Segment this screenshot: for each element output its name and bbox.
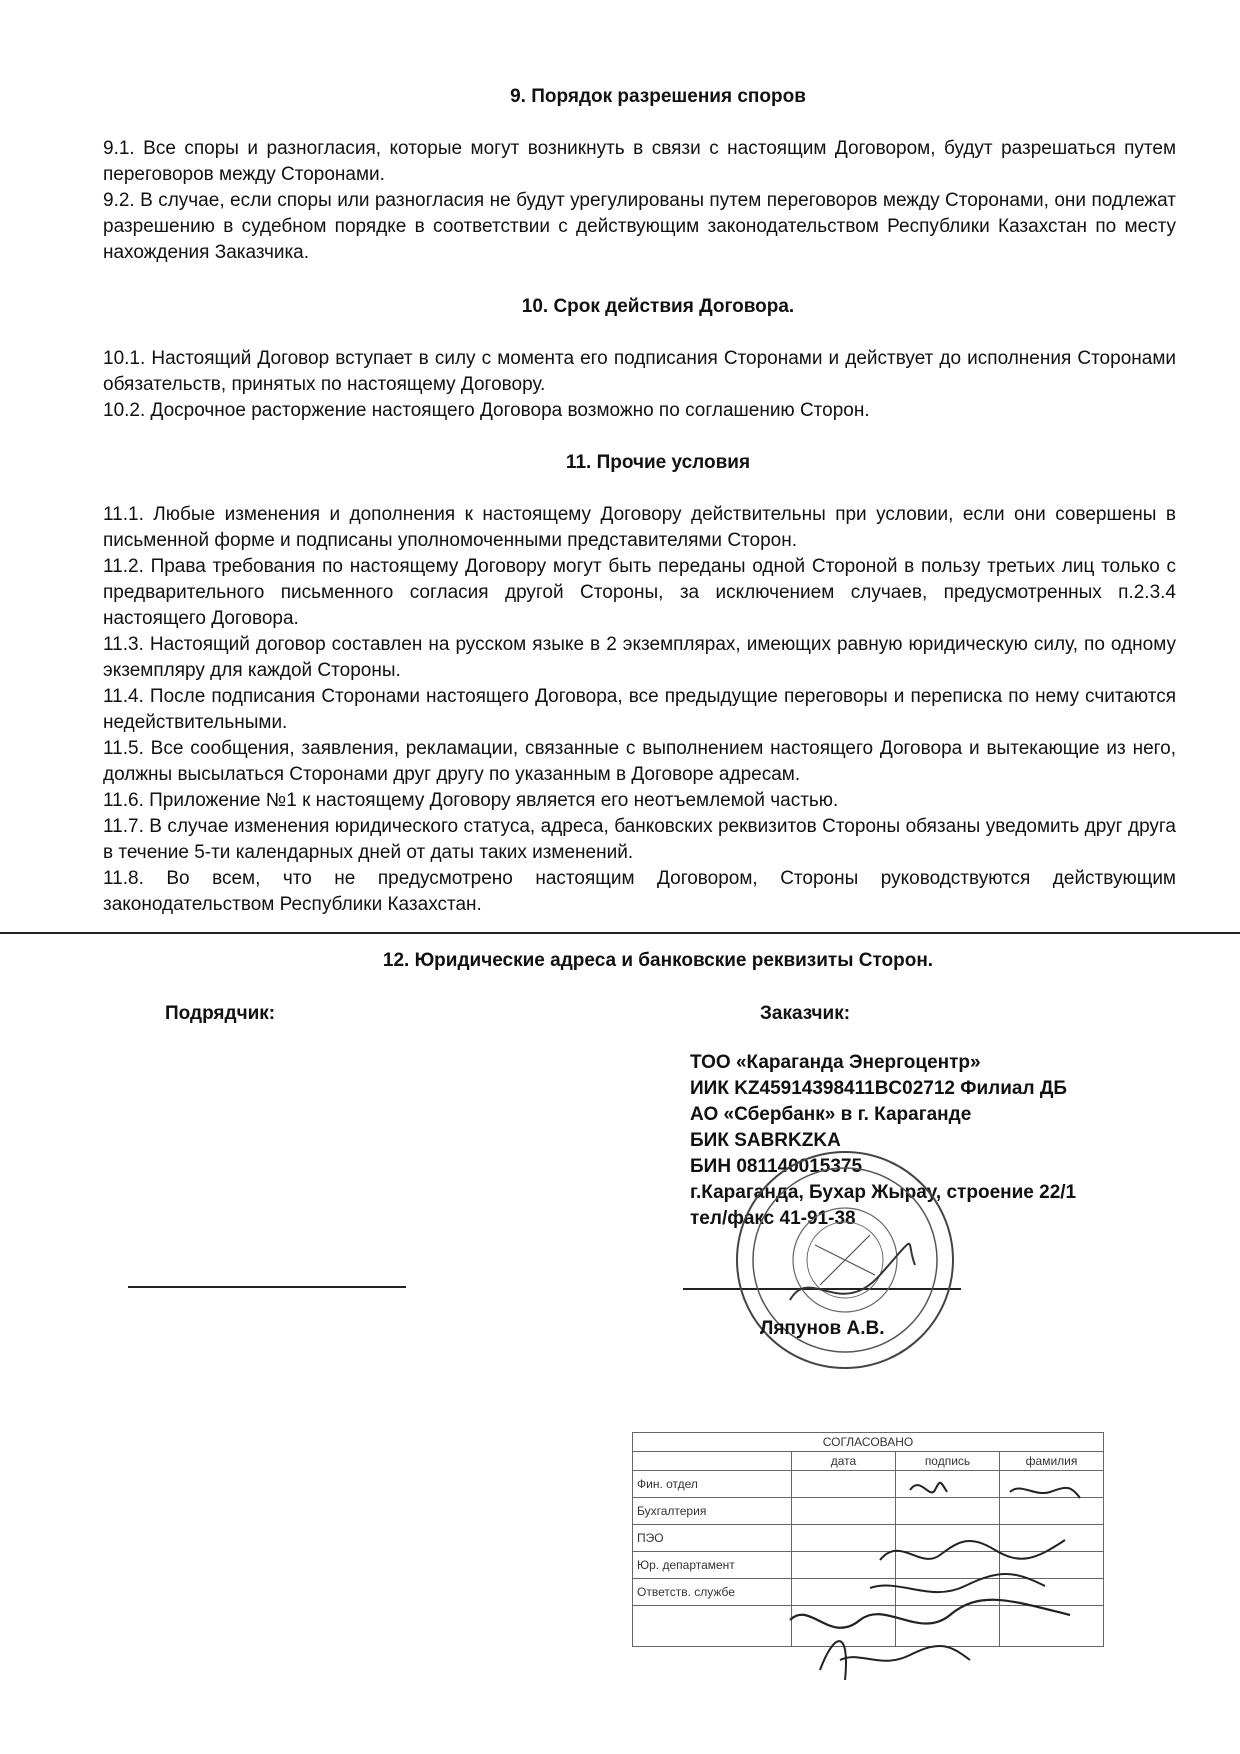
clause-9-1: 9.1. Все споры и разногласия, которые могут возникнуть в связи с настоящим Договором, будут разрешаться путем переговоров между Сторонами. xyxy=(103,138,1176,185)
approval-row-label: Юр. департамент xyxy=(633,1552,792,1579)
contractor-signature-line xyxy=(128,1286,406,1288)
customer-bin: БИН 081140015375 xyxy=(690,1156,863,1177)
section-11-title: 11. Прочие условия xyxy=(565,452,751,473)
section-10-body xyxy=(103,346,1176,424)
contractor-label: Подрядчик: xyxy=(165,1003,276,1024)
approval-col-date: дата xyxy=(792,1452,896,1471)
customer-bank: АО «Сбербанк» в г. Караганде xyxy=(690,1104,972,1125)
customer-signatory: Ляпунов А.В. xyxy=(760,1318,885,1339)
customer-phone: тел/факс 41-91-38 xyxy=(690,1208,856,1229)
clause-10-2: 10.2. Досрочное расторжение настоящего Договора возможно по соглашению Сторон. xyxy=(103,400,870,421)
clause-11-7: 11.7. В случае изменения юридического статуса, адреса, банковских реквизитов Стороны обязаны уведомить друг друга в течение 5-ти календарных дней от даты таких изменений. xyxy=(103,816,1176,863)
section-9-body xyxy=(103,136,1176,266)
section-11-body xyxy=(103,502,1176,918)
approval-col-signature: подпись xyxy=(896,1452,1000,1471)
section-10-title: 10. Срок действия Договора. xyxy=(521,296,795,317)
section-divider xyxy=(0,932,1240,934)
clause-9-2: 9.2. В случае, если споры или разногласия не будут урегулированы путем переговоров между Сторонами, они подлежат разрешению в судебном порядке в соответствии с действующим законодательством Республики Казахстан по месту нахождения Заказчика. xyxy=(103,190,1176,263)
section-9-title: 9. Порядок разрешения споров xyxy=(510,86,806,107)
customer-company: ТОО «Караганда Энергоцентр» xyxy=(690,1052,981,1073)
customer-bik: БИК SABRKZKA xyxy=(690,1130,841,1151)
customer-address: г.Караганда, Бухар Жырау, строение 22/1 xyxy=(690,1182,1077,1203)
approval-row-label: Бухгалтерия xyxy=(633,1498,792,1525)
clause-10-1: 10.1. Настоящий Договор вступает в силу с момента его подписания Сторонами и действует до исполнения Сторонами обязательств, принятых по настоящему Договору. xyxy=(103,348,1176,395)
clause-11-2: 11.2. Права требования по настоящему Договору могут быть переданы одной Стороной в пользу третьих лиц только с предварительного письменного согласия другой Стороны, за исключением случаев, предусмотренных п.2.3.4 настоящего Договора. xyxy=(103,556,1176,629)
clause-11-8: 11.8. Во всем, что не предусмотрено настоящим Договором, Стороны руководствуются действующим законодательством Республики Казахстан. xyxy=(103,868,1176,915)
clause-11-6: 11.6. Приложение №1 к настоящему Договору является его неотъемлемой частью. xyxy=(103,790,839,811)
company-seal xyxy=(730,1145,960,1375)
clause-11-4: 11.4. После подписания Сторонами настоящего Договора, все предыдущие переговоры и переписка по нему считаются недействительными. xyxy=(103,686,1176,733)
approval-header-blank xyxy=(633,1452,792,1471)
handwritten-signatures xyxy=(780,1470,1120,1690)
approval-col-surname: фамилия xyxy=(1000,1452,1104,1471)
clause-11-3: 11.3. Настоящий договор составлен на русском языке в 2 экземплярах, имеющих равную юридическую силу, по одному экземпляру для каждой Стороны. xyxy=(103,634,1176,681)
clause-11-5: 11.5. Все сообщения, заявления, рекламации, связанные с выполнением настоящего Договора и вытекающие из него, должны высылаться Сторонами друг другу по указанным в Договоре адресам. xyxy=(103,738,1176,785)
approval-title: СОГЛАСОВАНО xyxy=(633,1433,1104,1452)
customer-iik: ИИК KZ45914398411BC02712 Филиал ДБ xyxy=(690,1078,1068,1099)
approval-row-label: ПЭО xyxy=(633,1525,792,1552)
customer-label: Заказчик: xyxy=(760,1003,851,1024)
approval-cell xyxy=(633,1606,792,1647)
approval-row-label: Ответств. службе xyxy=(633,1579,792,1606)
clause-11-1: 11.1. Любые изменения и дополнения к настоящему Договору действительны при условии, если они совершены в письменной форме и подписаны уполномоченными представителями Сторон. xyxy=(103,504,1176,551)
approval-row-label: Фин. отдел xyxy=(633,1471,792,1498)
section-12-title: 12. Юридические адреса и банковские реквизиты Сторон. xyxy=(382,950,934,971)
